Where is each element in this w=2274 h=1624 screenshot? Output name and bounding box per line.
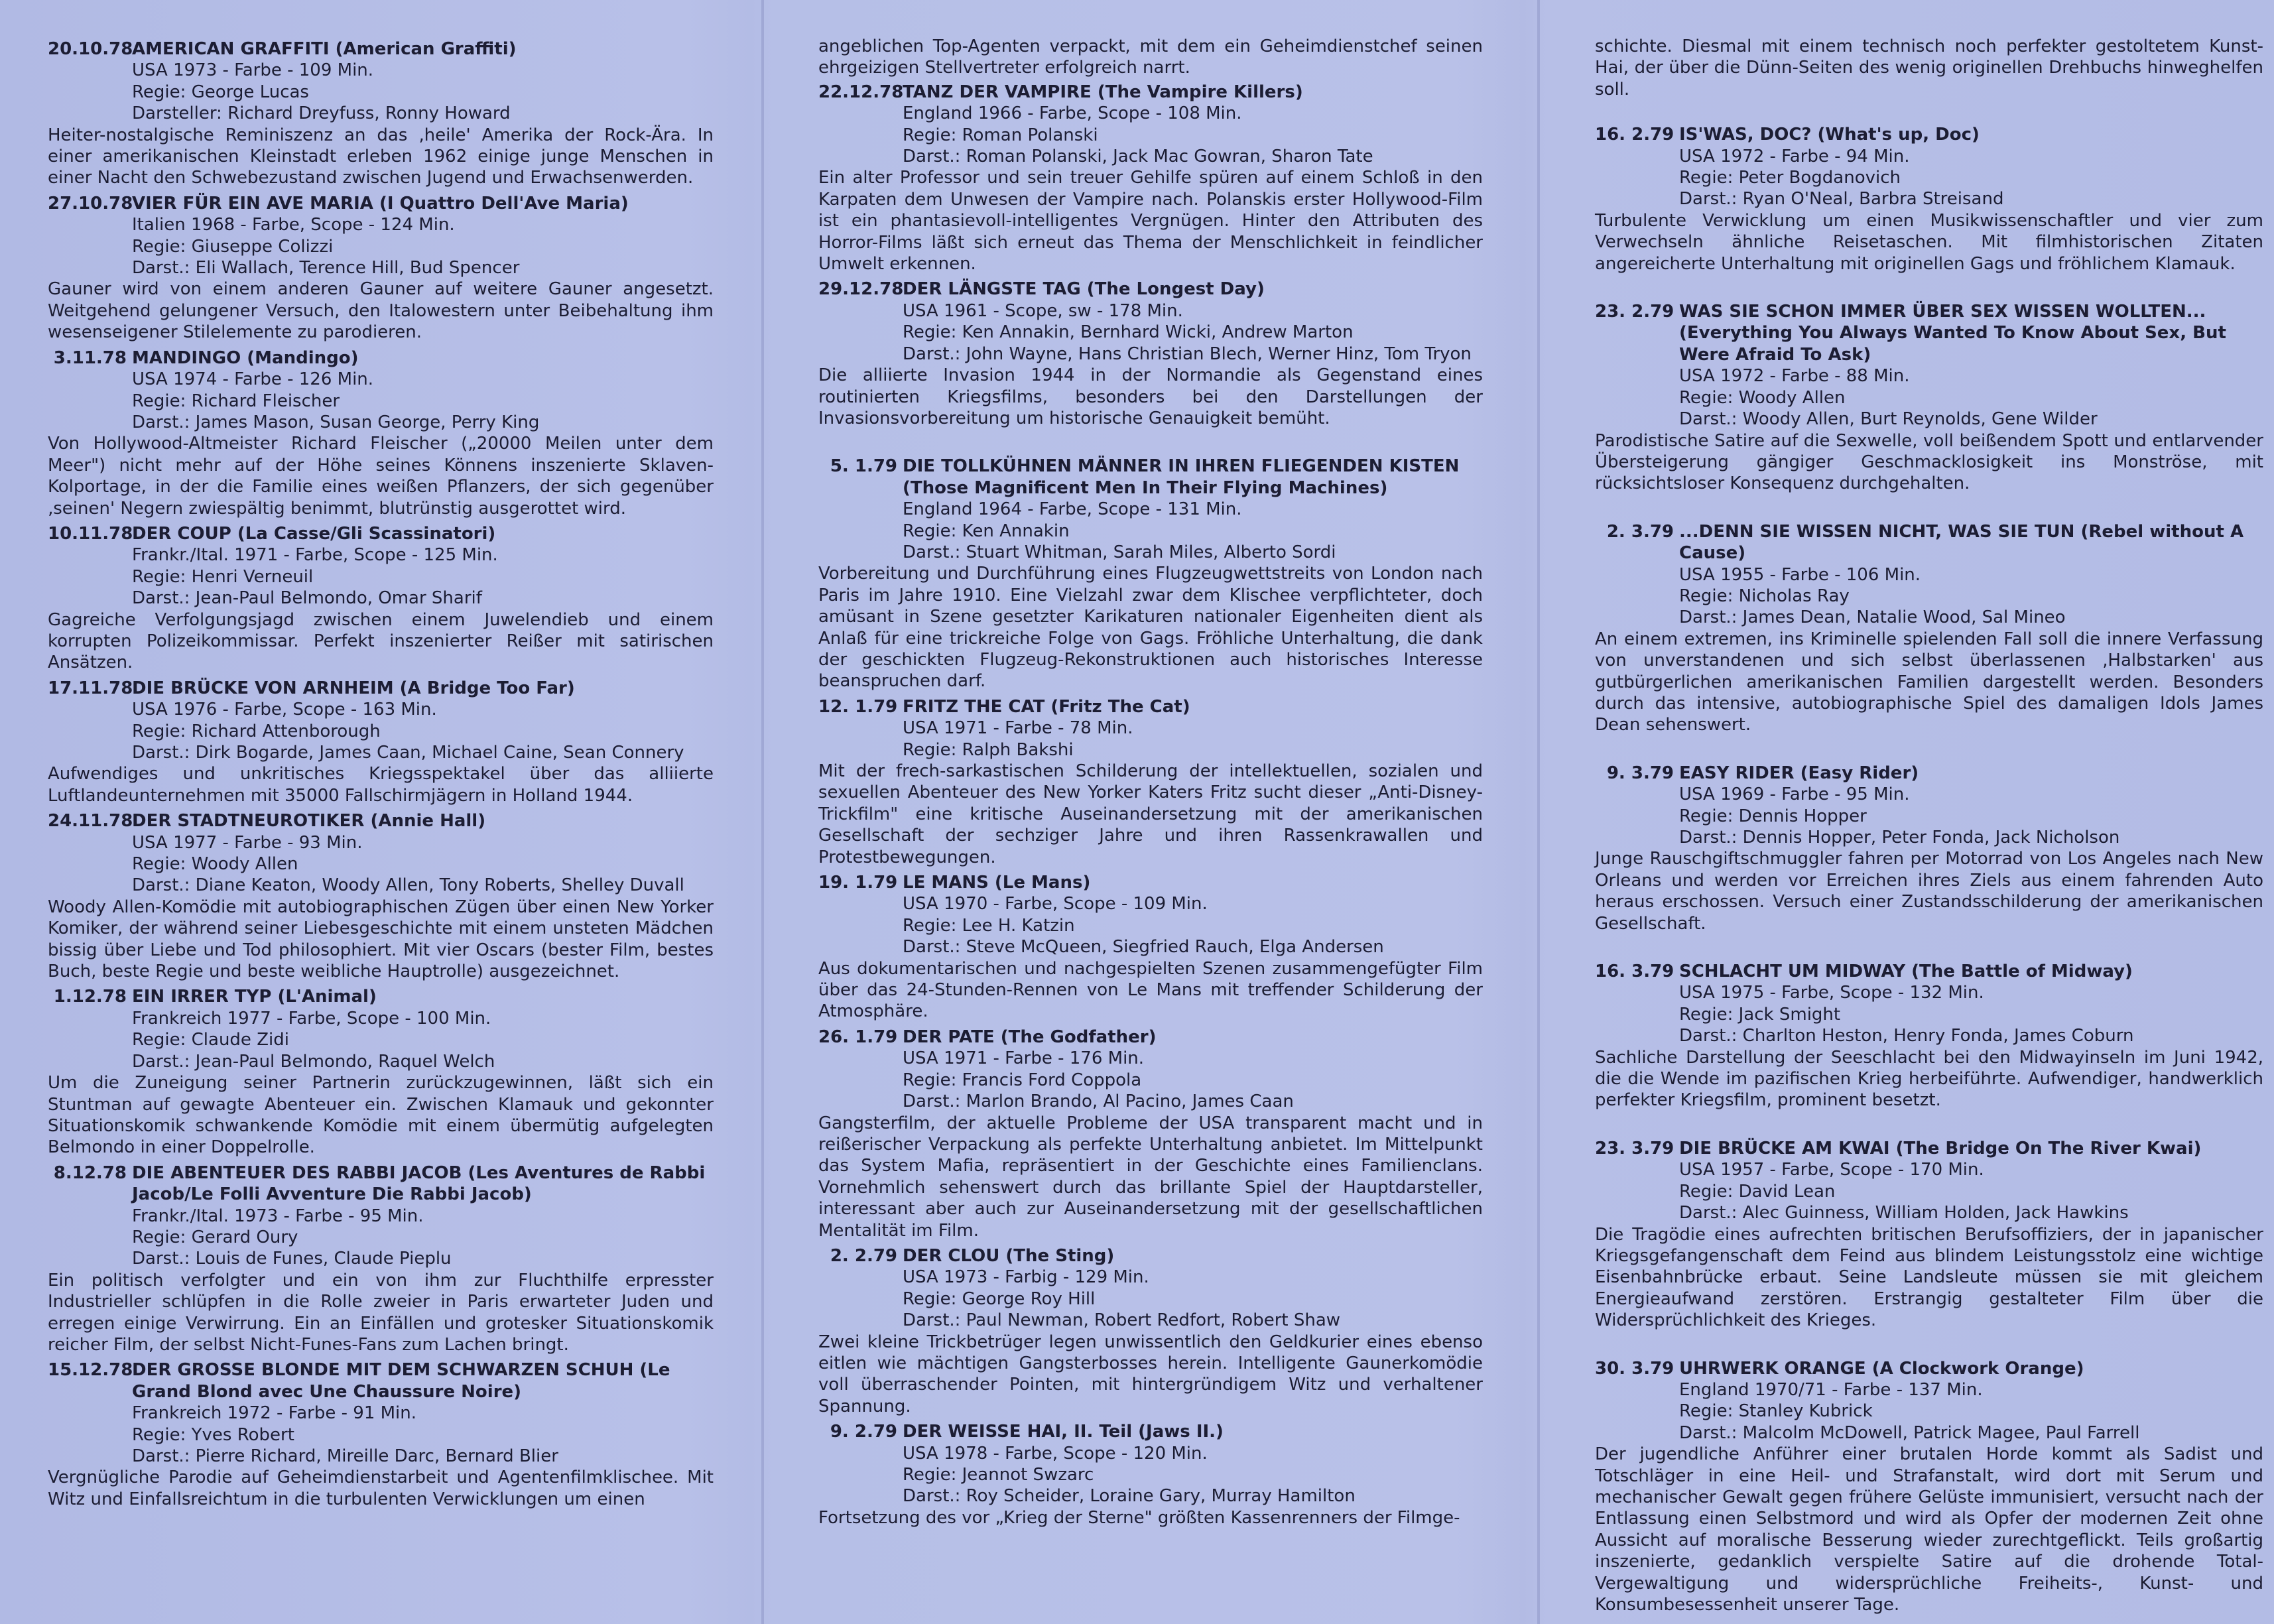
film-cast: Darst.: Dirk Bogarde, James Caan, Michael Caine, Sean Connery [132, 743, 684, 763]
film-entry [818, 1027, 1483, 1241]
film-production-info: USA 1972 - Farbe - 94 Min. [1679, 146, 1910, 166]
film-director: Regie: George Lucas [132, 82, 309, 102]
screening-date: 10.11.78 [48, 523, 133, 544]
film-title: WAS SIE SCHON IMMER ÜBER SEX WISSEN WOLLTEN... (Everything You Always Wanted To Know About Sex, But Were Afraid To Ask) [1679, 302, 2226, 365]
film-description: Die alliierte Invasion 1944 in der Normandie als Gegenstand eines routinierten Kriegsfilms, besonders bei den Darstellungen der Invasionsvorbereitung um historische Genauigkeit bemüht. [818, 365, 1483, 428]
film-entry [1595, 961, 2263, 1111]
screening-date: 15.12.78 [48, 1360, 133, 1381]
film-cast: Darst.: Jean-Paul Belmondo, Raquel Welch [132, 1051, 495, 1072]
film-entry [818, 696, 1483, 868]
film-production-info: USA 1957 - Farbe, Scope - 170 Min. [1679, 1160, 1984, 1180]
screening-date: 24.11.78 [48, 811, 133, 832]
film-production-info: USA 1973 - Farbig - 129 Min. [903, 1267, 1149, 1288]
screening-date: 1.12.78 [53, 987, 127, 1007]
film-production-info: Frankreich 1977 - Farbe, Scope - 100 Min. [132, 1008, 491, 1029]
screening-date: 17.11.78 [48, 678, 133, 698]
film-heading [1595, 961, 2263, 982]
film-description: Heiter-nostalgische Reminiszenz an das ‚heile' Amerika der Rock-Ära. In einer amerikanischen Kleinstadt erleben 1962 einige junge Menschen in einer Nacht den Schwebezustand zwischen Jugend und Erwachsenwerden. [48, 125, 714, 188]
screening-date: 29.12.78 [818, 279, 904, 300]
film-director: Regie: Woody Allen [132, 854, 298, 875]
film-director: Regie: Woody Allen [1679, 387, 1846, 408]
film-title: LE MANS (Le Mans) [903, 873, 1091, 893]
film-description: Mit der frech-sarkastischen Schilderung der intellektuellen, sozialen und sexuellen Abenteuer des New Yorker Katers Fritz sucht dieser „Anti-Disney-Trickfilm" eine kritische Auseinandersetzung mit der amerikanischen Gesellschaft der sechziger Jahre und ihren Rassenkrawallen und Protestbewegungen. [818, 761, 1483, 867]
film-production-info: USA 1976 - Farbe, Scope - 163 Min. [132, 700, 437, 720]
film-entry [818, 279, 1483, 429]
film-director: Regie: Stanley Kubrick [1679, 1401, 1873, 1422]
film-heading [1595, 763, 2263, 784]
film-description: An einem extremen, ins Kriminelle spielenden Fall soll die innere Verfassung von unverstandenen und sich selbst überlassenen ‚Halbstarken' aus gutbürgerlichen amerikanischen Familien dargestellt werden. Besonders durch das intensive, autobiographische Spiel des damaligen Idols James Dean sehenswert. [1595, 629, 2263, 735]
film-description: Turbulente Verwicklung um einen Musikwissenschaftler und vier zum Verwechseln ähnliche Reisetaschen. Mit filmhistorischen Zitaten angereicherte Unterhaltung mit originellen Gags und fröhlichem Klamauk. [1595, 210, 2263, 274]
film-entry [48, 523, 714, 674]
film-description: Um die Zuneigung seiner Partnerin zurückzugewinnen, läßt sich ein Stuntman auf gewagte Abenteuer ein. Zwischen Klamauk und gekonnter Situationskomik schwankende Komödie mit einem übermütig aufgelegten Belmondo in einer Doppelrolle. [48, 1073, 714, 1158]
film-production-info: USA 1975 - Farbe, Scope - 132 Min. [1679, 983, 1984, 1003]
film-cast: Darst.: Roy Scheider, Loraine Gary, Murray Hamilton [903, 1486, 1356, 1507]
screening-date: 3.11.78 [53, 347, 127, 368]
film-heading [48, 38, 714, 60]
film-cast: Darst.: Jean-Paul Belmondo, Omar Sharif [132, 588, 482, 609]
film-entry [48, 678, 714, 806]
column-3 [1595, 36, 2263, 1615]
film-production-info: Frankreich 1972 - Farbe - 91 Min. [132, 1403, 417, 1424]
film-production-info: England 1964 - Farbe, Scope - 131 Min. [903, 499, 1242, 520]
film-cast: Darst.: Woody Allen, Burt Reynolds, Gene Wilder [1679, 409, 2098, 430]
film-cast: Darst.: Malcolm McDowell, Patrick Magee, Paul Farrell [1679, 1422, 2140, 1443]
film-director: Regie: Ken Annakin, Bernhard Wicki, Andrew Marton [903, 322, 1354, 343]
film-cast: Darst.: Paul Newman, Robert Redfort, Robert Shaw [903, 1310, 1341, 1331]
film-entry [48, 193, 714, 344]
film-heading [818, 279, 1483, 300]
film-director: Regie: Ralph Bakshi [903, 739, 1074, 760]
film-title: EASY RIDER (Easy Rider) [1679, 763, 1919, 783]
film-title: DER COUP (La Casse/Gli Scassinatori) [132, 523, 496, 544]
film-title: DER GROSSE BLONDE MIT DEM SCHWARZEN SCHUH (Le Grand Blond avec Une Chaussure Noire) [132, 1360, 670, 1402]
screening-date: 16. 2.79 [1595, 125, 1674, 145]
film-heading [818, 82, 1483, 103]
film-heading [48, 986, 714, 1007]
screening-date: 8.12.78 [53, 1162, 127, 1183]
film-production-info: USA 1978 - Farbe, Scope - 120 Min. [903, 1443, 1208, 1464]
film-title: UHRWERK ORANGE (A Clockwork Orange) [1679, 1358, 2084, 1379]
film-description: Junge Rauschgiftschmuggler fahren per Motorrad von Los Angeles nach New Orleans und werden vor Erreichen ihres Ziels aus einem fahrenden Auto heraus erschossen. Versuch einer Zustandsschilderung der amerikanischen Gesellschaft. [1595, 849, 2263, 934]
film-description: Parodistische Satire auf die Sexwelle, voll beißendem Spott und entlarvender Übersteigerung gängiger Geschmacklosigkeit ins Monströse, mit rücksichtsloser Konsequenz durchgehalten. [1595, 430, 2263, 494]
screening-date: 2. 3.79 [1606, 521, 1674, 542]
film-title: DER STADTNEUROTIKER (Annie Hall) [132, 811, 486, 832]
film-description: Ein alter Professor und sein treuer Gehilfe spüren auf einem Schloß in den Karpaten dem Unwesen der Vampire nach. Polanskis erster Hollywood-Film ist ein phantasievoll-intelligentes Vergnügen. Hinter den Attributen des Horror-Films läßt sich erneut das Thema der Menschlichkeit in feindlicher Umwelt erkennen. [818, 168, 1483, 275]
screening-date: 16. 3.79 [1595, 962, 1674, 982]
film-heading [818, 1245, 1483, 1267]
film-entry [1595, 1358, 2263, 1616]
film-cast: Darst.: Charlton Heston, Henry Fonda, James Coburn [1679, 1026, 2134, 1046]
film-heading [48, 1359, 714, 1403]
film-production-info: England 1966 - Farbe, Scope - 108 Min. [903, 103, 1242, 124]
film-entry [1595, 301, 2263, 495]
film-production-info: England 1970/71 - Farbe - 137 Min. [1679, 1379, 1983, 1400]
film-entry [48, 986, 714, 1158]
film-entry [1595, 124, 2263, 275]
screening-date: 20.10.78 [48, 39, 133, 59]
film-cast: Darst.: Stuart Whitman, Sarah Miles, Alberto Sordi [903, 542, 1336, 562]
column-2-entries [818, 82, 1483, 1529]
film-cast: Darst.: John Wayne, Hans Christian Blech, Werner Hinz, Tom Tryon [903, 344, 1472, 364]
screening-date: 9. 3.79 [1606, 763, 1674, 783]
film-cast: Darst.: James Mason, Susan George, Perry King [132, 412, 540, 432]
film-cast: Darst.: Alec Guinness, William Holden, Jack Hawkins [1679, 1203, 2129, 1223]
film-cast: Darst.: Eli Wallach, Terence Hill, Bud Spencer [132, 258, 520, 279]
film-entry [818, 456, 1483, 692]
film-cast: Darst.: Dennis Hopper, Peter Fonda, Jack Nicholson [1679, 828, 2120, 847]
column-1 [48, 38, 714, 1510]
film-director: Regie: Peter Bogdanovich [1679, 168, 1901, 188]
film-heading [818, 1027, 1483, 1048]
film-cast: Darst.: Roman Polanski, Jack Mac Gowran, Sharon Tate [903, 147, 1373, 167]
film-director: Regie: Richard Attenborough [132, 721, 381, 741]
film-title: DIE BRÜCKE AM KWAI (The Bridge On The River Kwai) [1679, 1138, 2202, 1158]
film-title: EIN IRRER TYP (L'Animal) [132, 987, 377, 1007]
film-heading [48, 523, 714, 544]
film-cast: Darst.: James Dean, Natalie Wood, Sal Mineo [1679, 607, 2066, 628]
film-cast: Darst.: Pierre Richard, Mireille Darc, Bernard Blier [132, 1446, 558, 1466]
film-production-info: Frankr./Ital. 1973 - Farbe - 95 Min. [132, 1206, 424, 1226]
film-title: DIE TOLLKÜHNEN MÄNNER IN IHREN FLIEGENDEN KISTEN (Those Magnificent Men In Their Flying Machines) [903, 456, 1460, 498]
film-heading [1595, 1358, 2263, 1379]
screening-date: 26. 1.79 [818, 1027, 898, 1047]
film-entry [818, 82, 1483, 275]
screening-date: 30. 3.79 [1595, 1358, 1674, 1379]
film-entry [818, 872, 1483, 1023]
film-director: Regie: Lee H. Katzin [903, 915, 1075, 936]
film-production-info: USA 1977 - Farbe - 93 Min. [132, 832, 363, 853]
film-director: Regie: Francis Ford Coppola [903, 1070, 1142, 1090]
continued-text: angeblichen Top-Agenten verpackt, mit dem ein Geheimdienstchef seinen ehrgeizigen Stellvertreter erfolgreich narrt. [818, 36, 1483, 78]
screening-date: 5. 1.79 [830, 456, 897, 477]
film-title: VIER FÜR EIN AVE MARIA (I Quattro Dell'Ave Maria) [132, 193, 629, 214]
film-description: Vorbereitung und Durchführung eines Flugzeugwettstreits von London nach Paris im Jahre 1910. Eine Vielzahl zwar dem Klischee verpflichteter, doch amüsant in Szene gesetzter Karikaturen nationaler Eigenheiten dient als Anlaß für eine trickreiche Folge von Gags. Fröhliche Unterhaltung, die dank der geschickten Flugzeug-Rekonstruktionen auch historisches Interesse beanspruchen darf. [818, 564, 1483, 692]
screening-date: 9. 2.79 [830, 1422, 897, 1442]
film-title: SCHLACHT UM MIDWAY (The Battle of Midway) [1679, 962, 2133, 982]
film-cast: Darst.: Louis de Funes, Claude Pieplu [132, 1249, 452, 1269]
film-title: FRITZ THE CAT (Fritz The Cat) [903, 696, 1190, 717]
film-heading [818, 1421, 1483, 1442]
film-title: AMERICAN GRAFFITI (American Graffiti) [132, 39, 517, 59]
film-director: Regie: Giuseppe Colizzi [132, 236, 334, 257]
film-director: Regie: Gerard Oury [132, 1227, 298, 1247]
film-entry [48, 1162, 714, 1356]
film-director: Regie: David Lean [1679, 1181, 1836, 1202]
film-production-info: USA 1974 - Farbe - 126 Min. [132, 369, 374, 390]
film-description: Von Hollywood-Altmeister Richard Fleischer („20000 Meilen unter dem Meer") nicht mehr auf der Höhe seines Könnens inszenierte Sklaven-Kolportage, in der die Familie eines weißen Pflanzers, der sich gegenüber ‚seinen' Negern zwiespältig benimmt, blutrünstig ausgerottet wird. [48, 434, 714, 519]
film-heading [818, 456, 1483, 499]
film-description: Vergnügliche Parodie auf Geheimdienstarbeit und Agentenfilmklischee. Mit Witz und Einfallsreichtum in die turbulenten Verwicklungen um einen [48, 1468, 714, 1509]
film-director: Regie: Roman Polanski [903, 125, 1098, 145]
film-title: DER CLOU (The Sting) [903, 1245, 1115, 1266]
film-heading [1595, 521, 2263, 564]
screening-date: 23. 3.79 [1595, 1138, 1674, 1158]
film-director: Regie: Yves Robert [132, 1424, 294, 1445]
film-entry [818, 1245, 1483, 1417]
film-heading [48, 1162, 714, 1206]
film-production-info: USA 1973 - Farbe - 109 Min. [132, 60, 374, 81]
film-description: Gangsterfilm, der aktuelle Probleme der USA transparent macht und in reißerischer Verpackung als perfekte Unterhaltung anbietet. Im Mittelpunkt das System Mafia, repräsentiert in der Geschichte eines Familienclans. Vornehmlich sehenswert durch das brillante Spiel der Hauptdarsteller, interessant aber auch zur Auseinandersetzung mit der gesellschaftlichen Mentalität im Film. [818, 1113, 1483, 1241]
film-title: DIE ABENTEUER DES RABBI JACOB (Les Aventures de Rabbi Jacob/Le Folli Avventure Die Rabbi Jacob) [132, 1162, 706, 1205]
film-cast: Darst.: Steve McQueen, Siegfried Rauch, Elga Andersen [903, 937, 1384, 958]
film-heading [818, 872, 1483, 893]
column-3-entries [1595, 124, 2263, 1615]
film-director: Regie: Jack Smight [1679, 1004, 1841, 1025]
film-entry [48, 38, 714, 189]
screening-date: 23. 2.79 [1595, 302, 1674, 322]
film-description: Zwei kleine Trickbetrüger legen unwissentlich den Geldkurier eines ebenso eitlen wie mächtigen Gangsterbosses herein. Intelligente Gaunerkomödie voll überraschender Pointen, mit hintergründigem Witz und verhaltener Spannung. [818, 1332, 1483, 1416]
film-description: Gauner wird von einem anderen Gauner auf weitere Gauner angesetzt. Weitgehend gelungener Versuch, den Italowestern unter Beibehaltung ihm wesenseigener Stilelemente zu parodieren. [48, 279, 714, 343]
film-director: Regie: Richard Fleischer [132, 391, 340, 411]
film-production-info: USA 1972 - Farbe - 88 Min. [1679, 366, 1910, 387]
film-entry [48, 1359, 714, 1510]
film-description: Die Tragödie eines aufrechten britischen Berufsoffiziers, der in japanischer Kriegsgefangenschaft dem Feind aus blindem Leistungsstolz eine wichtige Eisenbahnbrücke erbaut. Seine Landsleute müssen sie mit gleichem Energieaufwand zerstören. Erstrangig gestalteter Film über die Widersprüchlichkeit des Krieges. [1595, 1224, 2263, 1331]
film-production-info: USA 1955 - Farbe - 106 Min. [1679, 564, 1921, 585]
film-director: Regie: Nicholas Ray [1679, 586, 1850, 606]
film-heading [48, 193, 714, 214]
film-director: Regie: Dennis Hopper [1679, 806, 1867, 826]
film-director: Regie: Jeannot Swzarc [903, 1465, 1094, 1485]
film-title: DER WEISSE HAI, II. Teil (Jaws II.) [903, 1422, 1224, 1442]
film-description: Aus dokumentarischen und nachgespielten Szenen zusammengefügter Film über das 24-Stunden-Rennen von Le Mans mit treffender Schilderung der Atmosphäre. [818, 958, 1483, 1022]
film-director: Regie: George Roy Hill [903, 1288, 1096, 1309]
film-description: Aufwendiges und unkritisches Kriegsspektakel über das alliierte Luftlandeunternehmen mit 35000 Fallschirmjägern in Holland 1944. [48, 764, 714, 806]
film-director: Regie: Ken Annakin [903, 521, 1070, 541]
screening-date: 19. 1.79 [818, 873, 898, 893]
film-director: Regie: Henri Verneuil [132, 566, 314, 587]
film-entry [1595, 1138, 2263, 1332]
film-production-info: USA 1971 - Farbe - 78 Min. [903, 718, 1133, 739]
screening-date: 22.12.78 [818, 82, 904, 102]
film-entry [818, 1421, 1483, 1529]
film-heading [48, 678, 714, 699]
film-description: Sachliche Darstellung der Seeschlacht bei den Midwayinseln im Juni 1942, die die Wende im pazifischen Krieg herbeiführte. Aufwendiger, handwerklich perfekter Kriegsfilm, prominent besetzt. [1595, 1047, 2263, 1111]
film-entry [48, 810, 714, 982]
film-heading [1595, 124, 2263, 145]
film-title: DER LÄNGSTE TAG (The Longest Day) [903, 279, 1265, 300]
film-title: DIE BRÜCKE VON ARNHEIM (A Bridge Too Far) [132, 678, 575, 698]
film-production-info: USA 1969 - Farbe - 95 Min. [1679, 784, 1910, 805]
film-production-info: USA 1961 - Scope, sw - 178 Min. [903, 300, 1183, 321]
film-entry [1595, 763, 2263, 934]
fold-line-right [1537, 0, 1540, 1624]
film-production-info: Italien 1968 - Farbe, Scope - 124 Min. [132, 215, 455, 235]
film-heading [1595, 301, 2263, 365]
film-director: Regie: Claude Zidi [132, 1030, 289, 1050]
film-cast: Darst.: Ryan O'Neal, Barbra Streisand [1679, 189, 2004, 210]
film-title: MANDINGO (Mandingo) [132, 347, 359, 368]
screening-date: 2. 2.79 [830, 1245, 897, 1266]
film-production-info: Frankr./Ital. 1971 - Farbe, Scope - 125 Min. [132, 545, 498, 566]
film-description: Gagreiche Verfolgungsjagd zwischen einem Juwelendieb und einem korrupten Polizeikommissar. Perfekt inszenierter Reißer mit satirischen Ansätzen. [48, 609, 714, 673]
film-title: IS'WAS, DOC? (What's up, Doc) [1679, 125, 1980, 145]
film-title: DER PATE (The Godfather) [903, 1027, 1157, 1047]
film-title: TANZ DER VAMPIRE (The Vampire Killers) [903, 82, 1303, 102]
film-description: Ein politisch verfolgter und ein von ihm zur Fluchthilfe erpresster Industrieller schlüpfen in die Rolle zweier in Paris erwarteter Juden und erregen einige Verwirrung. Ein an Einfällen und grotesker Situationskomik reicher Film, der selbst Nicht-Funes-Fans zum Lachen bringt. [48, 1270, 714, 1355]
film-entry [1595, 521, 2263, 736]
film-cast: Darst.: Marlon Brando, Al Pacino, James Caan [903, 1092, 1294, 1112]
film-entry [48, 347, 714, 519]
film-title: ...DENN SIE WISSEN NICHT, WAS SIE TUN (Rebel without A Cause) [1679, 521, 2244, 564]
film-cast: Darsteller: Richard Dreyfuss, Ronny Howard [132, 103, 511, 124]
film-heading [48, 810, 714, 832]
film-heading [1595, 1138, 2263, 1159]
film-description: Fortsetzung des vor „Krieg der Sterne" größten Kassenrenners der Filmge- [818, 1507, 1460, 1528]
film-production-info: USA 1970 - Farbe, Scope - 109 Min. [903, 894, 1208, 914]
film-heading [818, 696, 1483, 718]
film-description: Der jugendliche Anführer einer brutalen Horde kommt als Sadist und Totschläger in eine Heil- und Strafanstalt, wird dort mit Serum und mechanischer Gewalt gegen frühere Gelüste immunisiert, versucht nach der Entlassung einen Selbstmord und wird als Opfer der modernen Zeit ohne Aussicht auf moralische Besserung wieder zurechtgeflickt. Teils großartig inszenierte, gedanklich verspielte Satire auf die drohende Total-Vergewaltigung und widersprüchliche Freiheits-, Kunst- und Konsumbesessenheit unserer Tage. [1595, 1444, 2263, 1615]
film-heading [48, 347, 714, 369]
fold-line-left [761, 0, 764, 1624]
film-description: Woody Allen-Komödie mit autobiographischen Zügen über einen New Yorker Komiker, der während seiner Liebesgeschichte mit einem unsteten Mädchen bissig über Liebe und Tod philosophiert. Mit vier Oscars (bester Film, bestes Buch, beste Regie und beste weibliche Hauptrolle) ausgezeichnet. [48, 897, 714, 982]
continued-text: schichte. Diesmal mit einem technisch noch perfekter gestoltetem Kunst-Hai, der über die Dünn-Seiten des wenig originellen Drehbuchs hinweghelfen soll. [1595, 36, 2263, 99]
film-cast: Darst.: Diane Keaton, Woody Allen, Tony Roberts, Shelley Duvall [132, 875, 684, 896]
screening-date: 27.10.78 [48, 193, 133, 214]
film-production-info: USA 1971 - Farbe - 176 Min. [903, 1048, 1145, 1069]
column-2 [818, 36, 1483, 1529]
screening-date: 12. 1.79 [818, 696, 898, 717]
